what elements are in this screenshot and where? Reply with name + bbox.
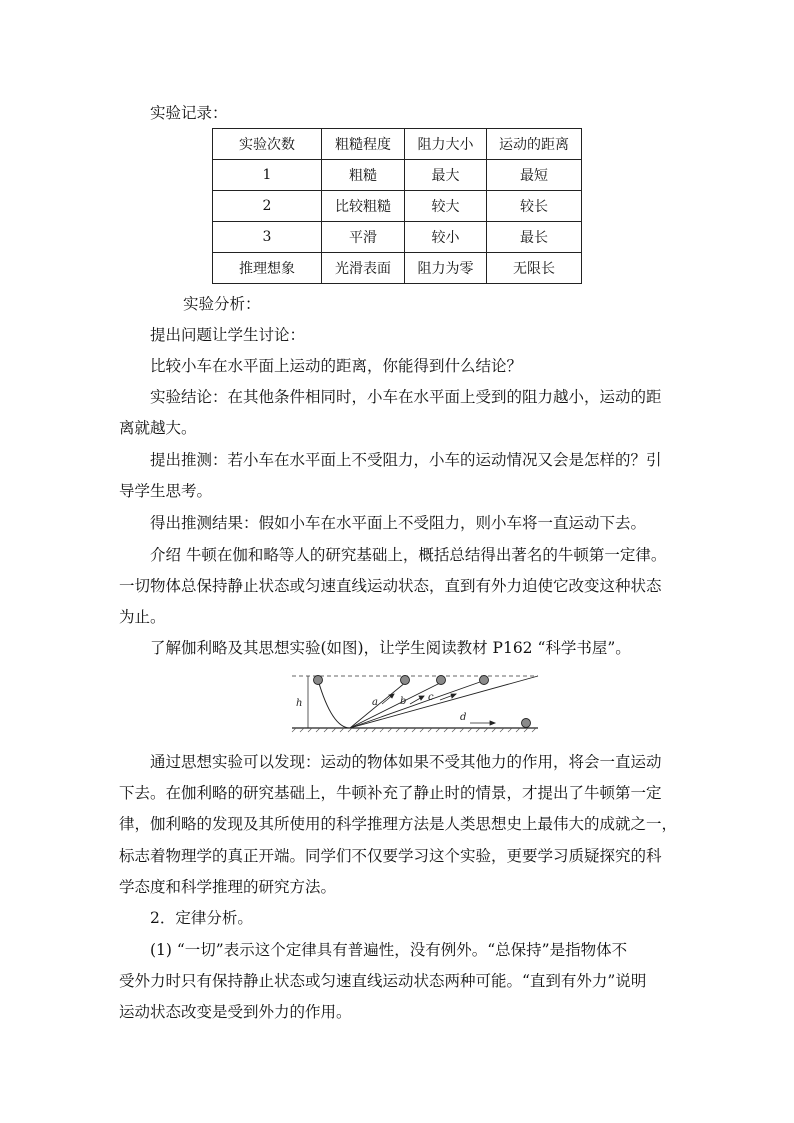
paragraph-line: 为止。 xyxy=(119,608,166,626)
label-h: h xyxy=(296,698,303,709)
table-cell: 最大 xyxy=(405,160,487,191)
section-heading: 2．定律分析。 xyxy=(150,909,253,927)
ball-b xyxy=(437,676,446,685)
table-row xyxy=(213,253,582,284)
paragraph-line: 运动状态改变是受到外力的作用。 xyxy=(119,1003,352,1021)
table-row xyxy=(213,222,582,253)
table-cell: 粗糙 xyxy=(322,160,405,191)
header-cell: 阻力大小 xyxy=(405,129,487,160)
descending-ramp xyxy=(318,680,350,728)
paragraph-line: 提出推测：若小车在水平面上不受阻力，小车的运动情况又会是怎样的？引 xyxy=(150,451,662,469)
table-cell: 3 xyxy=(213,222,322,253)
ball-c xyxy=(480,676,489,685)
record-label: 实验记录： xyxy=(150,104,228,122)
ball-a xyxy=(401,676,410,685)
header-cell: 实验次数 xyxy=(213,129,322,160)
table-cell: 1 xyxy=(213,160,322,191)
paragraph-line: 离就越大。 xyxy=(119,419,197,437)
label-b: b xyxy=(400,696,407,707)
table-cell: 比较粗糙 xyxy=(322,191,405,222)
ball-d xyxy=(522,719,531,728)
analysis-heading: 实验分析： xyxy=(183,295,261,313)
paragraph-line: 导学生思考。 xyxy=(119,482,213,500)
ball-start xyxy=(314,676,323,685)
table-cell: 最长 xyxy=(487,222,582,253)
arrowhead-b xyxy=(419,696,424,700)
paragraph-line: 受外力时只有保持静止状态或匀速直线运动状态两种可能。“直到有外力”说明 xyxy=(119,972,647,990)
table-row xyxy=(213,191,582,222)
table-row xyxy=(213,160,582,191)
paragraph-line: 律，伽利略的发现及其所使用的科学推理方法是人类思想史上最伟大的成就之一， xyxy=(119,815,678,833)
paragraph-line: 实验结论：在其他条件相同时，小车在水平面上受到的阻力越小，运动的距 xyxy=(150,388,662,406)
ramp-a xyxy=(350,682,406,728)
label-c: c xyxy=(428,692,434,703)
paragraph-line: 提出问题让学生讨论： xyxy=(150,326,306,344)
galileo-ramp-diagram xyxy=(290,668,540,736)
table-header-row xyxy=(213,129,582,160)
paragraph-line: 下去。在伽利略的研究基础上，牛顿补充了静止时的情景，才提出了牛顿第一定 xyxy=(119,784,662,802)
paragraph-line: 介绍 牛顿在伽和略等人的研究基础上，概括总结得出著名的牛顿第一定律。 xyxy=(150,546,667,564)
table-cell: 推理想象 xyxy=(213,253,322,284)
table-cell: 较小 xyxy=(405,222,487,253)
header-cell: 运动的距离 xyxy=(487,129,582,160)
table-cell: 平滑 xyxy=(322,222,405,253)
arrowhead-d xyxy=(490,721,495,725)
table-cell: 光滑表面 xyxy=(322,253,405,284)
label-d: d xyxy=(460,712,467,723)
label-a: a xyxy=(372,697,378,708)
ramp-b xyxy=(350,682,442,728)
table-cell: 最短 xyxy=(487,160,582,191)
table-cell: 较大 xyxy=(405,191,487,222)
paragraph-line: 一切物体总保持静止状态或匀速直线运动状态，直到有外力迫使它改变这种状态 xyxy=(119,577,662,595)
experiment-record-table xyxy=(212,128,582,284)
paragraph-line: 学态度和科学推理的研究方法。 xyxy=(119,878,337,896)
paragraph-line: 了解伽利略及其思想实验(如图)，让学生阅读教材 P162 “科学书屋”。 xyxy=(150,639,631,657)
paragraph-line: 得出推测结果：假如小车在水平面上不受阻力，则小车将一直运动下去。 xyxy=(150,514,647,532)
table-cell: 2 xyxy=(213,191,322,222)
arrowhead-c xyxy=(451,694,456,698)
table-cell: 较长 xyxy=(487,191,582,222)
table-cell: 阻力为零 xyxy=(405,253,487,284)
paragraph-line: (1) “一切”表示这个定律具有普遍性，没有例外。“总保持”是指物体不 xyxy=(150,941,628,959)
paragraph-line: 比较小车在水平面上运动的距离，你能得到什么结论？ xyxy=(150,357,523,375)
header-cell: 粗糙程度 xyxy=(322,129,405,160)
table-cell: 无限长 xyxy=(487,253,582,284)
paragraph-line: 标志着物理学的真正开端。同学们不仅要学习这个实验，更要学习质疑探究的科 xyxy=(119,847,662,865)
paragraph-line: 通过思想实验可以发现：运动的物体如果不受其他力的作用，将会一直运动 xyxy=(150,753,662,771)
